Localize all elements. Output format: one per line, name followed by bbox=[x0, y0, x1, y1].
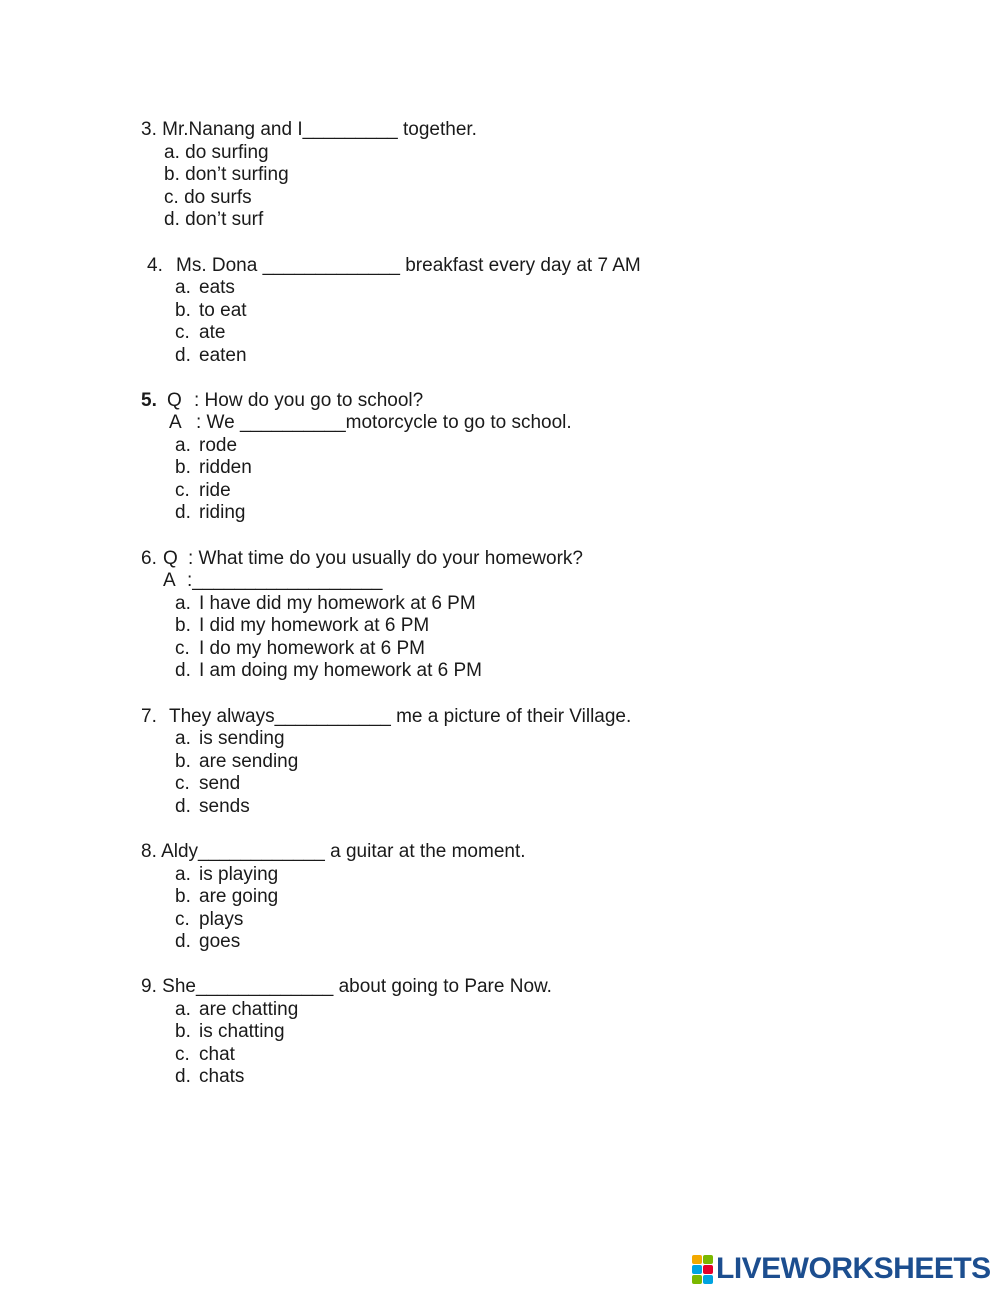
option-5c[interactable] bbox=[175, 480, 231, 502]
option-7a[interactable] bbox=[175, 728, 285, 750]
question-3 bbox=[141, 119, 477, 141]
option-letter: d. bbox=[175, 1066, 191, 1087]
option-letter: a. bbox=[175, 864, 191, 885]
question-prompt: Aldy____________ a guitar at the moment. bbox=[161, 841, 526, 862]
option-letter: a. bbox=[175, 999, 191, 1020]
option-letter: c. bbox=[175, 773, 190, 794]
question-9 bbox=[141, 976, 552, 998]
option-letter: a. bbox=[175, 277, 191, 298]
option-text: eats bbox=[199, 277, 235, 298]
option-text: send bbox=[199, 773, 241, 794]
option-text: to eat bbox=[199, 300, 247, 321]
option-8c[interactable] bbox=[175, 909, 243, 931]
option-letter: b. bbox=[175, 457, 191, 478]
option-6d[interactable] bbox=[175, 660, 482, 682]
option-text: eaten bbox=[199, 345, 247, 366]
option-8a[interactable] bbox=[175, 864, 278, 886]
option-text: ridden bbox=[199, 457, 252, 478]
option-8d[interactable] bbox=[175, 931, 240, 953]
question-prompt: : How do you go to school? bbox=[194, 390, 424, 411]
answer-line-5 bbox=[169, 412, 572, 434]
question-number: 3. bbox=[141, 119, 157, 140]
option-letter: a. bbox=[175, 593, 191, 614]
option-letter: c. bbox=[175, 638, 190, 659]
option-5d[interactable] bbox=[175, 502, 245, 524]
question-number: 6. bbox=[141, 548, 157, 569]
option-text: sends bbox=[199, 796, 250, 817]
option-text: I did my homework at 6 PM bbox=[199, 615, 430, 636]
option-3b[interactable] bbox=[164, 164, 289, 186]
question-7 bbox=[141, 706, 631, 728]
question-prompt: Mr.Nanang and I_________ together. bbox=[162, 119, 477, 140]
option-3d[interactable] bbox=[164, 209, 263, 231]
option-text: do surfs bbox=[184, 187, 252, 208]
option-text: plays bbox=[199, 909, 244, 930]
option-4c[interactable] bbox=[175, 322, 225, 344]
liveworksheets-logo-icon bbox=[692, 1255, 712, 1283]
option-text: chats bbox=[199, 1066, 245, 1087]
answer-prompt: : We __________motorcycle to go to school. bbox=[196, 412, 572, 433]
option-letter: c. bbox=[175, 1044, 190, 1065]
option-5a[interactable] bbox=[175, 435, 237, 457]
option-letter: c. bbox=[164, 187, 179, 208]
option-text: is sending bbox=[199, 728, 285, 749]
question-number: 5. bbox=[141, 390, 157, 411]
option-letter: d. bbox=[164, 209, 180, 230]
option-7c[interactable] bbox=[175, 773, 240, 795]
option-letter: a. bbox=[175, 728, 191, 749]
option-3a[interactable] bbox=[164, 142, 269, 164]
question-6 bbox=[141, 548, 583, 570]
option-text: ride bbox=[199, 480, 231, 501]
option-9a[interactable] bbox=[175, 999, 298, 1021]
a-label: A bbox=[163, 570, 176, 591]
question-prompt: : What time do you usually do your homework? bbox=[188, 548, 583, 569]
option-text: do surfing bbox=[185, 142, 269, 163]
option-9c[interactable] bbox=[175, 1044, 235, 1066]
option-text: I have did my homework at 6 PM bbox=[199, 593, 476, 614]
option-text: don’t surf bbox=[185, 209, 264, 230]
option-letter: b. bbox=[175, 1021, 191, 1042]
question-prompt: She_____________ about going to Pare Now. bbox=[162, 976, 552, 997]
option-4b[interactable] bbox=[175, 300, 247, 322]
question-4 bbox=[147, 255, 641, 277]
a-label: A bbox=[169, 412, 182, 433]
q-label: Q bbox=[167, 390, 182, 411]
option-letter: d. bbox=[175, 931, 191, 952]
option-text: are going bbox=[199, 886, 279, 907]
option-6b[interactable] bbox=[175, 615, 429, 637]
option-9b[interactable] bbox=[175, 1021, 285, 1043]
question-number: 8. bbox=[141, 841, 157, 862]
option-text: goes bbox=[199, 931, 241, 952]
question-prompt: Ms. Dona _____________ breakfast every day at 7 AM bbox=[176, 255, 641, 276]
option-8b[interactable] bbox=[175, 886, 278, 908]
option-letter: c. bbox=[175, 909, 190, 930]
option-text: are sending bbox=[199, 751, 299, 772]
question-number: 9. bbox=[141, 976, 157, 997]
option-letter: a. bbox=[175, 435, 191, 456]
option-letter: c. bbox=[175, 322, 190, 343]
option-3c[interactable] bbox=[164, 187, 252, 209]
option-text: is chatting bbox=[199, 1021, 285, 1042]
option-letter: b. bbox=[175, 300, 191, 321]
liveworksheets-logo bbox=[692, 1252, 991, 1286]
option-letter: b. bbox=[164, 164, 180, 185]
option-text: riding bbox=[199, 502, 246, 523]
option-5b[interactable] bbox=[175, 457, 252, 479]
question-prompt: They always___________ me a picture of their Village. bbox=[169, 706, 632, 727]
answer-line-6 bbox=[163, 570, 382, 592]
option-letter: c. bbox=[175, 480, 190, 501]
option-letter: b. bbox=[175, 751, 191, 772]
option-7b[interactable] bbox=[175, 751, 298, 773]
option-9d[interactable] bbox=[175, 1066, 244, 1088]
question-8 bbox=[141, 841, 526, 863]
option-letter: b. bbox=[175, 886, 191, 907]
option-text: I do my homework at 6 PM bbox=[199, 638, 425, 659]
question-number: 7. bbox=[141, 706, 157, 727]
answer-prompt: :__________________ bbox=[187, 570, 383, 591]
option-text: ate bbox=[199, 322, 226, 343]
option-6a[interactable] bbox=[175, 593, 476, 615]
option-letter: d. bbox=[175, 502, 191, 523]
q-label: Q bbox=[163, 548, 178, 569]
option-text: don’t surfing bbox=[185, 164, 289, 185]
option-text: rode bbox=[199, 435, 238, 456]
option-letter: d. bbox=[175, 796, 191, 817]
option-letter: d. bbox=[175, 345, 191, 366]
option-text: are chatting bbox=[199, 999, 299, 1020]
question-number: 4. bbox=[147, 255, 163, 276]
option-text: is playing bbox=[199, 864, 279, 885]
option-letter: b. bbox=[175, 615, 191, 636]
option-letter: a. bbox=[164, 142, 180, 163]
option-4d[interactable] bbox=[175, 345, 247, 367]
logo-text: LIVEWORKSHEETS bbox=[716, 1252, 991, 1285]
option-6c[interactable] bbox=[175, 638, 425, 660]
option-text: chat bbox=[199, 1044, 235, 1065]
option-4a[interactable] bbox=[175, 277, 235, 299]
option-letter: d. bbox=[175, 660, 191, 681]
question-5 bbox=[141, 390, 423, 412]
option-7d[interactable] bbox=[175, 796, 250, 818]
option-text: I am doing my homework at 6 PM bbox=[199, 660, 482, 681]
